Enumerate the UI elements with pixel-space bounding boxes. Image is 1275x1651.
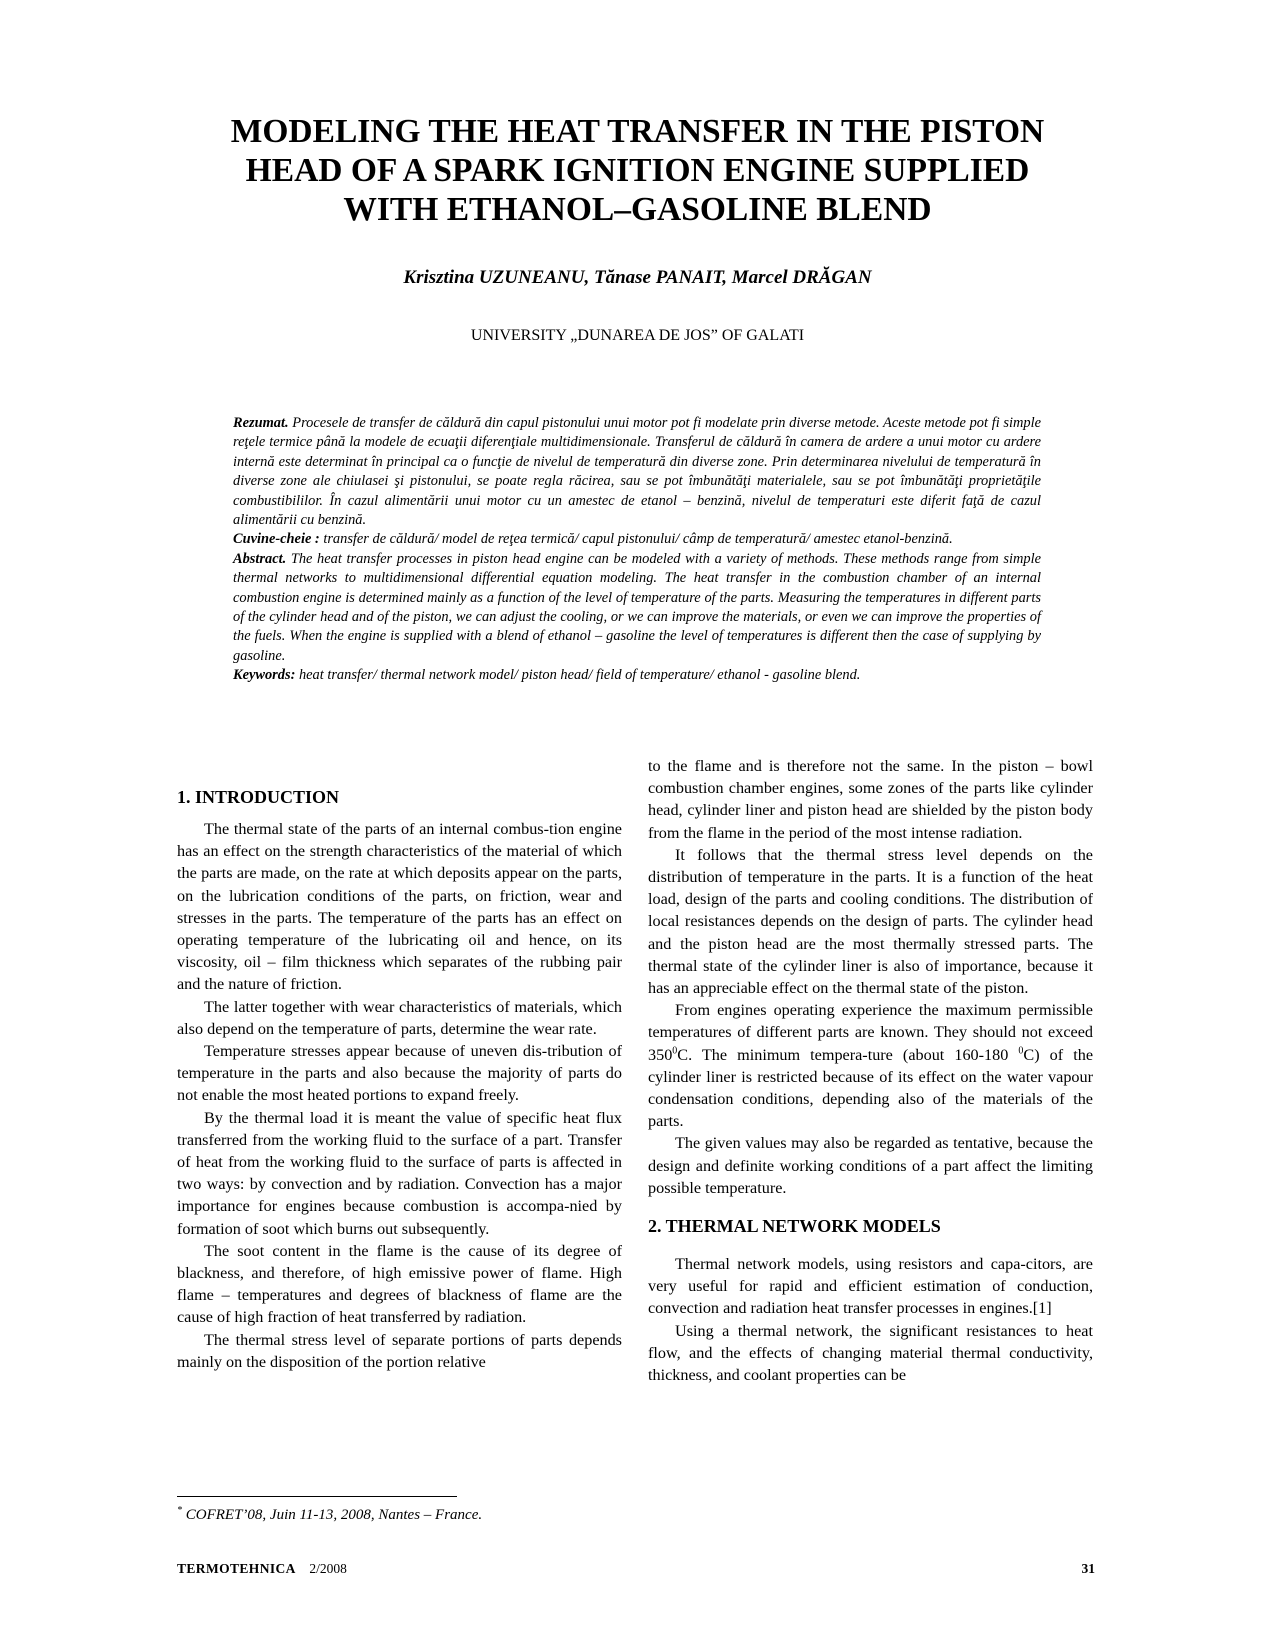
text-run: C. The minimum tempera-ture (about 160-180 [677, 1045, 1019, 1064]
rezumat-label: Rezumat. [233, 415, 289, 431]
degree-superscript: 0 [1018, 1045, 1024, 1057]
abstract-text: The heat transfer processes in piston head engine can be modeled with a variety of methods. These methods range from simple thermal networks to multidimensional differential equation modeling. The heat transfer in the combustion chamber of an internal combustion engine is determined mainly as a function of the level of temperature of the parts. Measuring the temperatures in different parts of the cylinder head and of the piston, we can adjust the cooling, or we can improve the materials, or even we can improve the properties of the fuels. When the engine is supplied with a blend of ethanol – gasoline the level of temperatures is different then the case of supplying by gasoline. [233, 550, 1041, 664]
rezumat-paragraph [233, 414, 1041, 530]
footnote-marker: * [177, 1505, 182, 1516]
title-line: WITH ETHANOL–GASOLINE BLEND [343, 191, 932, 228]
keywords-label: Keywords: [233, 667, 296, 684]
body-paragraph: The latter together with wear characteristics of materials, which also depend on the temperature of parts, determine the wear rate. [177, 997, 622, 1038]
keywords-text: heat transfer/ thermal network model/ piston head/ field of temperature/ ethanol - gasoline blend. [295, 667, 861, 684]
paper-title [150, 112, 1125, 229]
body-paragraph: Thermal network models, using resistors and capa-citors, are very useful for rapid and efficient estimation of conduction, convection and radiation heat transfer processes in engines.[1] [648, 1255, 1093, 1318]
body-paragraph: Temperature stresses appear because of uneven dis-tribution of temperature in the parts and also because the majority of parts do not enable the most heated portions to expand freely. [177, 1042, 622, 1105]
footnote-divider [177, 1496, 457, 1497]
title-line: HEAD OF A SPARK IGNITION ENGINE SUPPLIED [245, 152, 1030, 189]
abstract-block [233, 414, 1041, 686]
text-run: C) of the cylinder liner is restricted because of its effect on the water vapour condensation conditions, depending also of the materials of the parts. [648, 1045, 1094, 1131]
journal-name: TERMOTEHNICA [177, 1561, 296, 1576]
body-paragraph: The soot content in the flame is the cause of its degree of blackness, and therefore, of high emissive power of flame. High flame – temperatures and degrees of blackness of flame are the cause of high fraction of heat transferred by radiation. [177, 1241, 622, 1327]
body-paragraph: By the thermal load it is meant the value of specific heat flux transferred from the working fluid to the surface of a part. Transfer of heat from the working fluid to the surface of parts is affected in two ways: by convection and by radiation. Convection has a major importance for engines because combustion is accompa-nied by formation of soot which burns out subsequently. [177, 1108, 622, 1238]
section-heading-introduction: 1. INTRODUCTION [177, 787, 340, 807]
body-paragraph [648, 999, 1093, 1132]
body-paragraph: The given values may also be regarded as tentative, because the design and definite working conditions of a part affect the limiting possible temperature. [648, 1134, 1093, 1197]
journal-issue: 2/2008 [309, 1561, 347, 1576]
keywords-paragraph [233, 666, 1041, 685]
body-paragraph: The thermal stress level of separate portions of parts depends mainly on the disposition of the portion relative [177, 1330, 622, 1371]
degree-superscript: 0 [672, 1045, 678, 1057]
section-heading-thermal-network-models: 2. THERMAL NETWORK MODELS [648, 1216, 941, 1237]
body-paragraph: Using a thermal network, the significant resistances to heat flow, and the effects of changing material thermal conductivity, thickness, and coolant properties can be [648, 1321, 1093, 1385]
body-paragraph: to the flame and is therefore not the same. In the piston – bowl combustion chamber engines, some zones of the parts like cylinder head, cylinder liner and piston head are shielded by the piston body from the flame in the period of the most intense radiation. [648, 757, 1093, 842]
left-column [177, 786, 622, 1373]
body-paragraph: The thermal state of the parts of an internal combus-tion engine has an effect on the strength characteristics of the material of which the parts are made, on the rate at which deposits appear on the parts, on the lubrication conditions of the parts, on friction, wear and stresses in the parts. The temperature of the parts has an effect on operating temperature of the lubricating oil and hence, on its viscosity, oil – film thickness which separates of the rubbing pair and the nature of friction. [177, 820, 622, 994]
text-run: From engines operating experience the maximum permissible temperatures of different parts are known. They should not exceed 350 [648, 1001, 1093, 1064]
right-column [648, 755, 1093, 1386]
footnote-text: COFRET’08, Juin 11-13, 2008, Nantes – France. [182, 1507, 483, 1523]
footnote [177, 1507, 482, 1524]
title-line: MODELING THE HEAT TRANSFER IN THE PISTON [230, 113, 1045, 150]
abstract-label: Abstract. [233, 550, 287, 567]
rezumat-text: Procesele de transfer de căldură din capul pistonului unui motor pot fi modelate prin diverse metode. Aceste metode pot fi simple reţele termice până la modele de ecuaţii diferenţiale multidimensionale. Transferul de căldură în camera de ardere a unui motor cu ardere internă este determinat în principal ca o funcţie de nivelul de temperatură din diverse zone. Prin determinarea nivelului de temperatură în diverse zone ale chiulasei şi pistonului, se poate regla răcirea, sau se pot îmbunătăţi materialele, sau se pot îmbunătăţi proprietăţile combustibililor. În cazul alimentării unui motor cu un amestec de etanol – benzină, nivelul de temperaturi este diferit faţă de cazul alimentării cu benzină. [233, 415, 1041, 529]
cuvinte-cheie-label: Cuvine-cheie : [233, 531, 320, 548]
page-number: 31 [1081, 1561, 1095, 1576]
authors: Krisztina UZUNEANU, Tănase PANAIT, Marcel DRĂGAN [403, 267, 872, 288]
body-paragraph: It follows that the thermal stress level depends on the distribution of temperature in the parts. It is a function of the heat load, design of the parts and cooling conditions. The distribution of local resistances depends on the design of parts. The cylinder head and the piston head are the most thermally stressed parts. The thermal state of the cylinder liner is also of importance, because it has an appreciable effect on the thermal state of the piston. [648, 845, 1093, 998]
abstract-paragraph [233, 550, 1041, 666]
footer-journal [177, 1561, 347, 1577]
cuvinte-cheie-text: transfer de căldură/ model de reţea termică/ capul pistonului/ câmp de temperatură/ amestec etanol-benzină. [319, 531, 953, 548]
cuvinte-cheie-paragraph [233, 530, 1041, 549]
affiliation: UNIVERSITY „DUNAREA DE JOS” OF GALATI [470, 327, 805, 344]
